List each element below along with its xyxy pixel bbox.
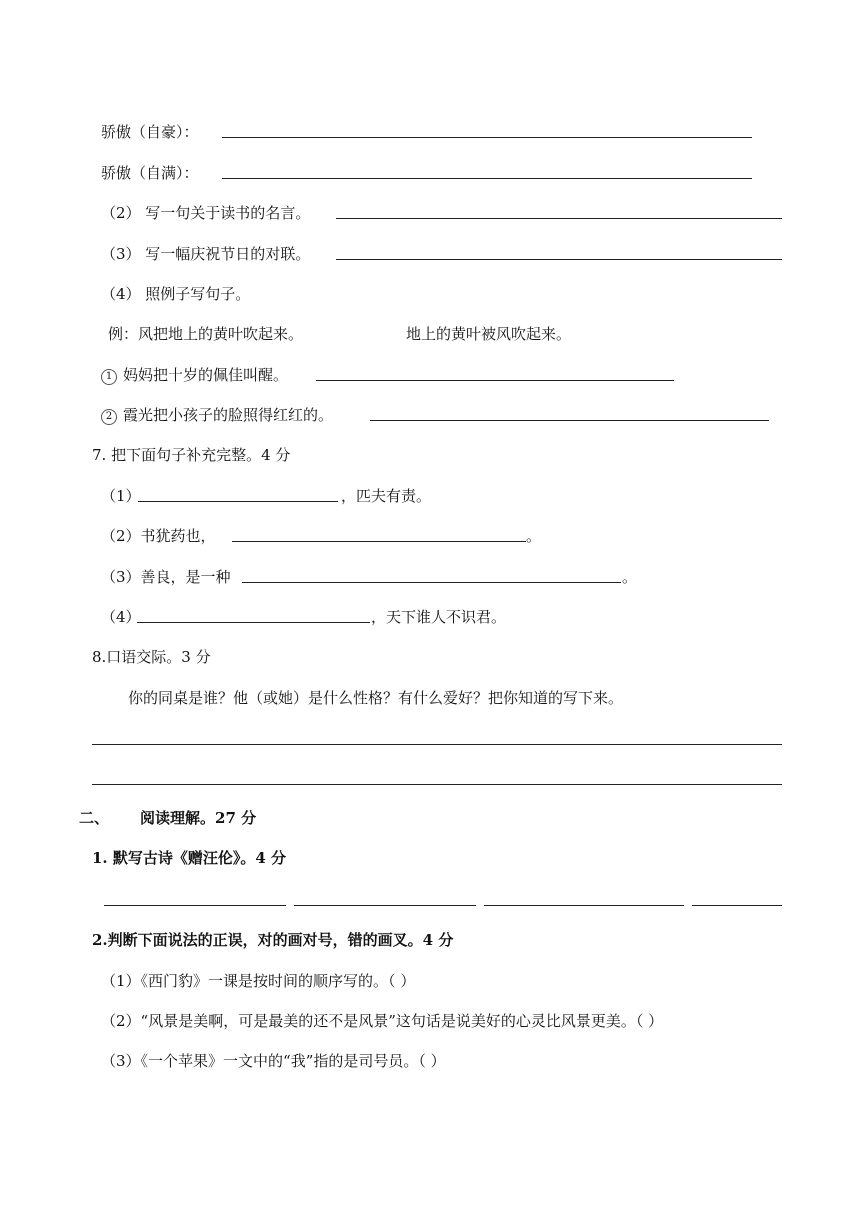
q7-line1-suffix: ，匹夫有责。 [341,487,432,505]
q6-part2-answer-line[interactable] [336,218,782,219]
example-sentence: 例：风把地上的黄叶吹起来。 [108,325,304,343]
q7-line1-prefix: （1） [101,487,141,505]
q7-line2-suffix: 。 [526,527,542,545]
q8-title: 8.口语交际。3 分 [92,648,211,666]
q7-line2-prefix: （2）书犹药也， [101,527,216,545]
top-item-pride-label: 骄傲（自豪）： [101,123,199,141]
q6-sub2 [101,405,333,425]
q8-prompt: 你的同桌是谁？他（或她）是什么性格？有什么爱好？把你知道的写下来。 [128,689,624,707]
q7-line3-blank[interactable] [242,582,621,583]
q6-sub1-answer-line[interactable] [316,380,674,381]
poem-line-blank-3[interactable] [484,905,684,906]
q7-line3-suffix: 。 [622,568,638,586]
q6-part4-text: （4） 照例子写句子。 [101,285,251,303]
q7-line4-blank[interactable] [137,622,370,623]
s2-q1-title: 1. 默写古诗《赠汪伦》。4 分 [92,849,287,867]
q6-sub2-answer-line[interactable] [370,420,769,421]
judgement-1: （1）《西门豹》一课是按时间的顺序写的。（ ） [101,972,416,990]
judgement-3: （3）《一个苹果》一文中的“我”指的是司号员。（ ） [101,1052,446,1070]
judgement-2: （2）“风景是美啊，可是最美的还不是风景”这句话是说美好的心灵比风景更美。（ ） [101,1012,664,1030]
section2-number: 二、 [79,809,110,827]
poem-line-blank-4[interactable] [692,905,782,906]
q7-line1-blank[interactable] [138,501,338,502]
q6-part2-text: （2） 写一句关于读书的名言。 [101,204,311,222]
circled-number-2: 2 [101,409,117,425]
q8-answer-line-1[interactable] [92,744,782,745]
q7-line4-prefix: （4） [101,608,141,626]
section2-title: 阅读理解。27 分 [140,809,257,827]
example-answer: 地上的黄叶被风吹起来。 [406,325,572,343]
poem-line-blank-1[interactable] [104,905,286,906]
q6-sub1 [101,365,288,385]
top-item-arrogance-answer-line[interactable] [222,178,752,179]
q6-part3-answer-line[interactable] [336,259,782,260]
poem-line-blank-2[interactable] [294,905,476,906]
q8-answer-line-2[interactable] [92,784,782,785]
q7-line2-blank[interactable] [232,541,526,542]
q6-part3-text: （3） 写一幅庆祝节日的对联。 [101,245,311,263]
q7-title: 7. 把下面句子补充完整。4 分 [92,446,291,464]
top-item-pride-answer-line[interactable] [222,137,752,138]
q7-line3-prefix: （3）善良，是一种 [101,568,231,586]
top-item-arrogance-label: 骄傲（自满）： [101,164,199,182]
q6-sub1-text: 妈妈把十岁的佩佳叫醒。 [123,366,289,384]
circled-number-1: 1 [101,369,117,385]
q7-line4-suffix: ，天下谁人不识君。 [371,608,507,626]
s2-q2-title: 2.判断下面说法的正误，对的画对号，错的画叉。4 分 [92,931,454,949]
q6-sub2-text: 霞光把小孩子的脸照得红红的。 [123,406,334,424]
